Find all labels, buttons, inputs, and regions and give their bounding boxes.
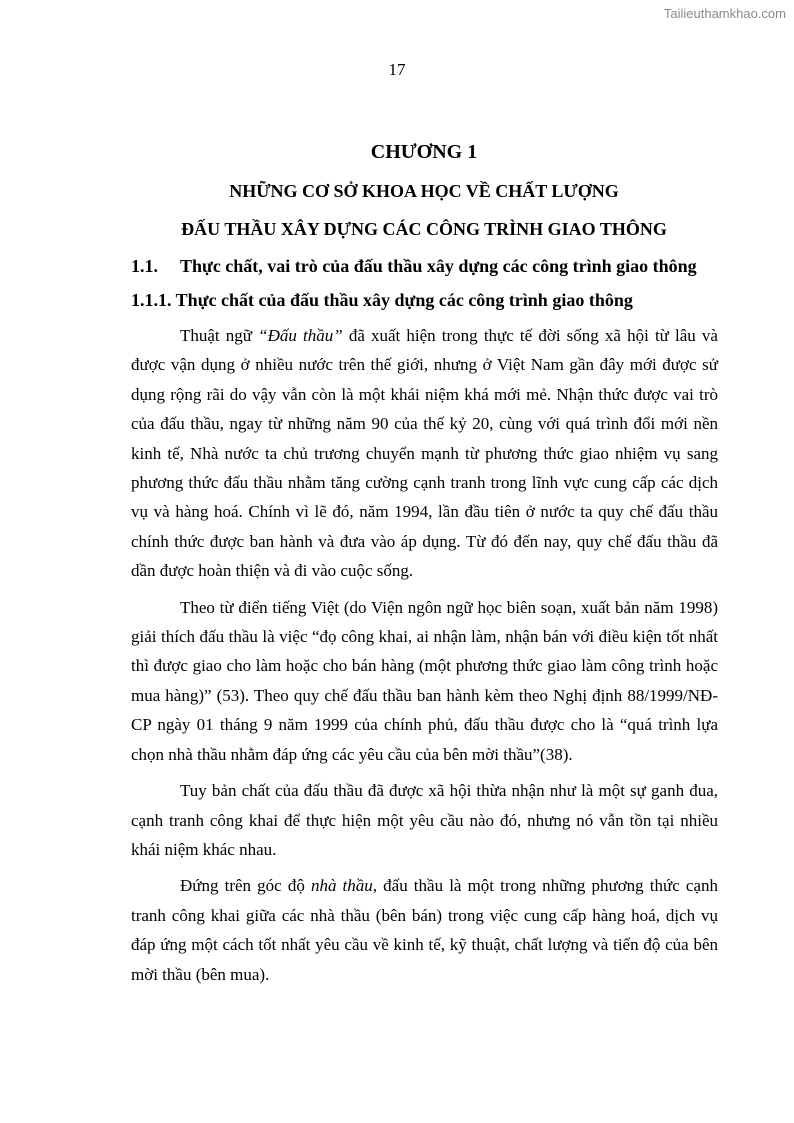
paragraph-4 — [131, 871, 718, 989]
body-text — [131, 321, 718, 996]
chapter-title: CHƯƠNG 1 — [370, 141, 478, 163]
section-heading-1-1-1: 1.1.1. Thực chất của đấu thầu xây dựng các công trình giao thông — [131, 290, 633, 310]
page-number: 17 — [388, 60, 406, 79]
chapter-subtitle-line-1: NHỮNG CƠ SỞ KHOA HỌC VỀ CHẤT LƯỢNG — [229, 181, 619, 201]
section-title: Thực chất, vai trò của đấu thầu xây dựng các công trình giao thông — [180, 256, 697, 276]
chapter-subtitle-line-2: ĐẤU THẦU XÂY DỰNG CÁC CÔNG TRÌNH GIAO THÔNG — [181, 219, 667, 239]
term-dau-thau: “Đấu thầu” — [258, 326, 343, 345]
paragraph-1 — [131, 321, 718, 586]
paragraph-text: Thuật ngữ — [180, 326, 259, 345]
watermark: Tailieuthamkhao.com — [663, 6, 786, 21]
paragraph-3: Tuy bản chất của đấu thầu đã được xã hội thừa nhận như là một sự ganh đua, cạnh tranh công khai để thực hiện một yêu cầu nào đó, nhưng nó vẫn tồn tại nhiều khái niệm khác nhau. — [131, 781, 718, 859]
paragraph-text: , đấu thầu là một trong những phương thức cạnh tranh công khai giữa các nhà thầu (bên bán) trong việc cung cấp hàng hoá, dịch vụ đáp ứng một cách tốt nhất yêu cầu về kinh tế, kỹ thuật, chất lượng và tiến độ của bên mời thầu (bên mua). — [131, 876, 718, 984]
section-heading-1-1 — [131, 256, 697, 277]
paragraph-2: Theo từ điển tiếng Việt (do Viện ngôn ngữ học biên soạn, xuất bản năm 1998) giải thích đấu thầu là việc “đọ công khai, ai nhận làm, nhận bán với điều kiện tốt nhất thì được giao cho làm hoặc cho bán hàng (một phương thức giao làm công trình hoặc mua hàng)” (53). Theo quy chế đấu thầu ban hành kèm theo Nghị định 88/1999/NĐ-CP ngày 01 tháng 9 năm 1999 của chính phủ, đấu thầu được cho là “quá trình lựa chọn nhà thầu nhằm đáp ứng các yêu cầu của bên mời thầu”(38). — [131, 597, 718, 764]
paragraph-text: Đứng trên góc độ — [180, 876, 311, 896]
section-number: 1.1. — [131, 256, 158, 276]
term-nha-thau: nhà thầu — [310, 876, 373, 896]
paragraph-text: đã xuất hiện trong thực tế đời sống xã hội từ lâu và được vận dụng ở nhiều nước trên thế giới, nhưng ở Việt Nam gần đây mới được sử dụng rộng rãi do vậy vẫn còn là một khái niệm khá mới mẻ. Nhận thức được vai trò của đấu thầu, ngay từ những năm 90 của thế kỷ 20, cùng với quá trình đổi mới nền kinh tế, Nhà nước ta chủ trương chuyển mạnh từ phương thức giao nhiệm vụ sang phương thức đấu thầu nhằm tăng cường cạnh tranh trong lĩnh vực cung cấp các dịch vụ và hàng hoá. Chính vì lẽ đó, năm 1994, lần đầu tiên ở nước ta quy chế đấu thầu chính thức được ban hành và đưa vào áp dụng. Từ đó đến nay, quy chế đấu thầu đã dần được hoàn thiện và đi vào cuộc sống. — [131, 326, 718, 581]
